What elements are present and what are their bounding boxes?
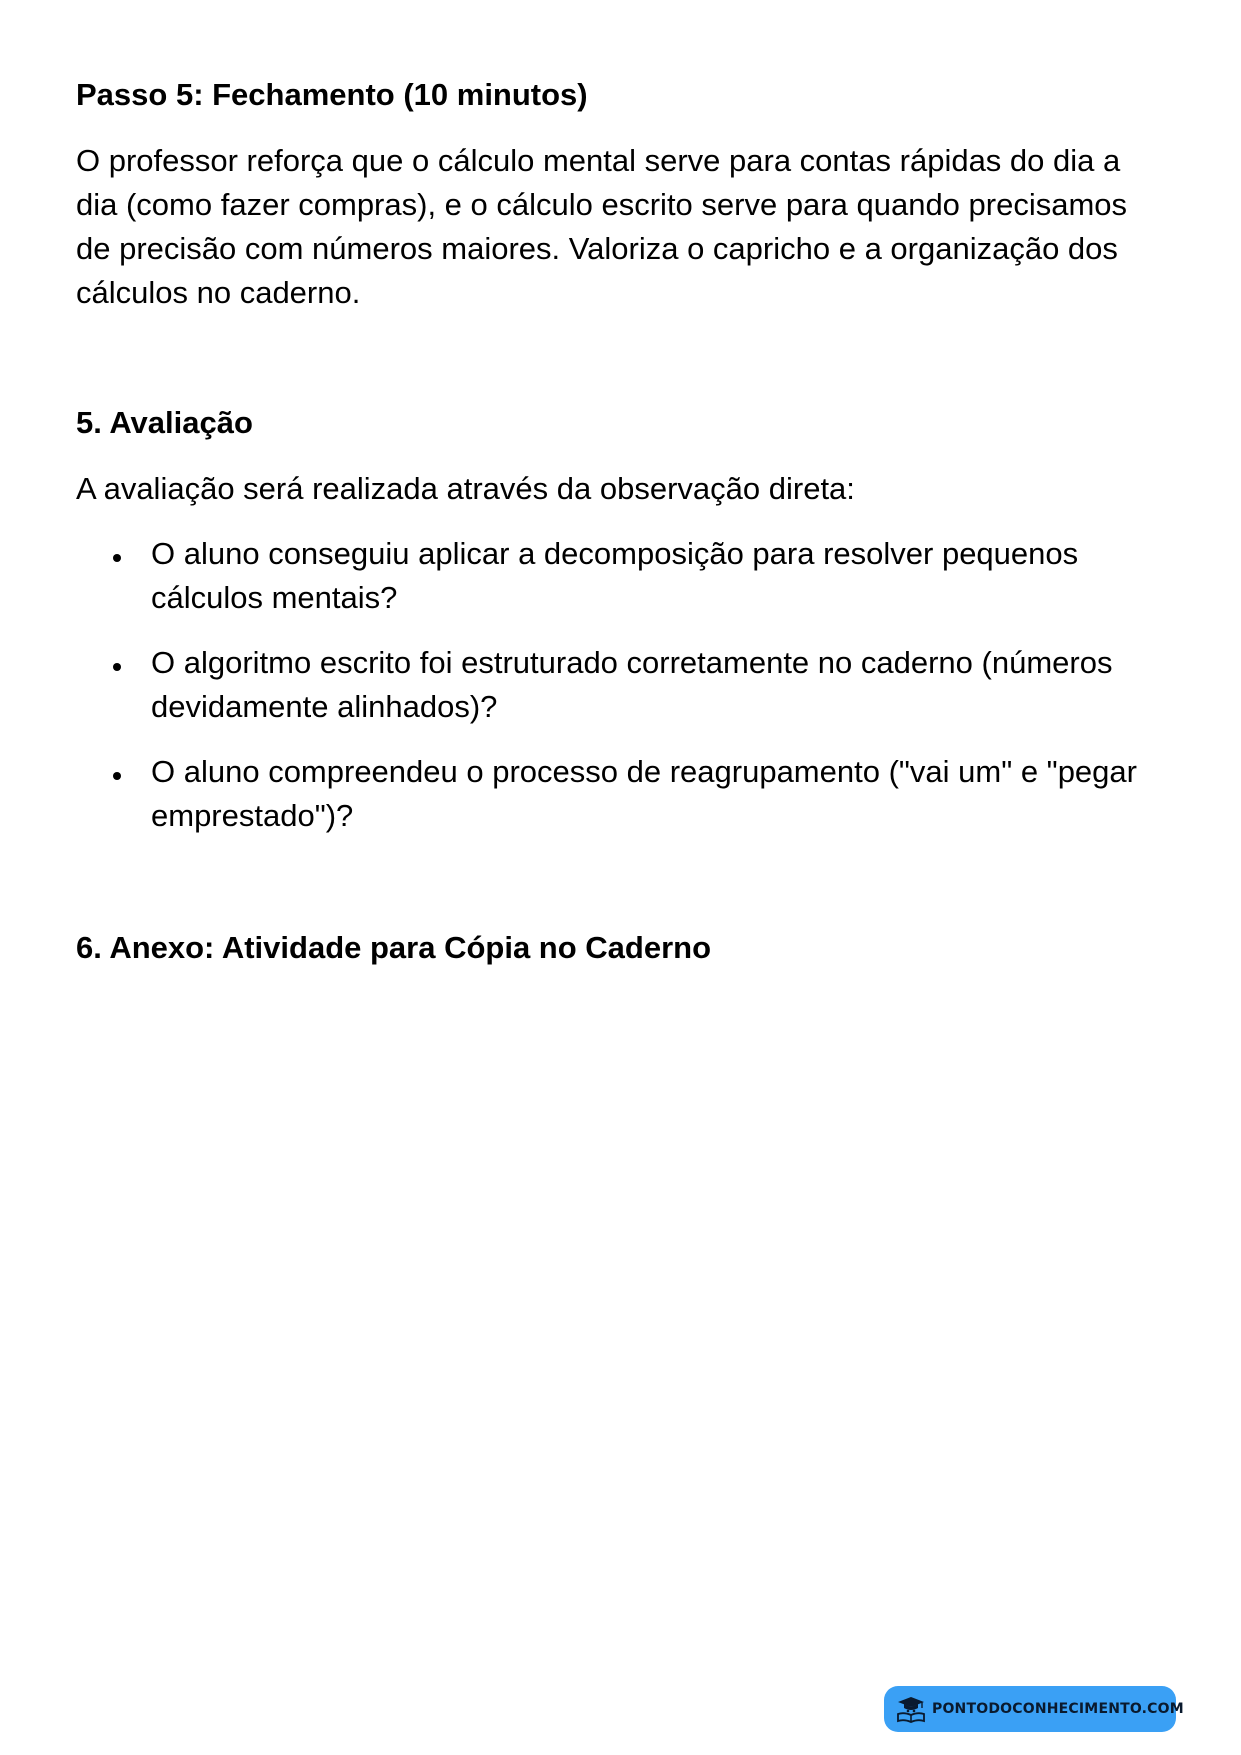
list-item-text: O aluno compreendeu o processo de reagrupamento ("vai um" e "pegar emprestado")?	[151, 754, 1137, 833]
step5-paragraph: O professor reforça que o cálculo mental serve para contas rápidas do dia a dia (como fazer compras), e o cálculo escrito serve para quando precisamos de precisão com números maiores. Valoriza o capricho e a organização dos cálculos no caderno.	[76, 143, 1128, 310]
bullet-icon	[113, 663, 121, 671]
graduation-cap-book-icon	[896, 1695, 926, 1723]
step5-heading: Passo 5: Fechamento (10 minutos)	[76, 77, 588, 112]
bullet-icon	[113, 772, 121, 780]
list-item-text: O aluno conseguiu aplicar a decomposição para resolver pequenos cálculos mentais?	[151, 536, 1079, 615]
list-item-text: O algoritmo escrito foi estruturado corretamente no caderno (números devidamente alinhados)?	[151, 645, 1113, 724]
evaluation-intro: A avaliação será realizada através da observação direta:	[76, 471, 855, 506]
site-badge-link[interactable]	[884, 1686, 1184, 1732]
evaluation-heading: 5. Avaliação	[76, 405, 253, 440]
site-label: PONTODOCONHECIMENTO.COM	[932, 1701, 1184, 1717]
annex-heading: 6. Anexo: Atividade para Cópia no Caderno	[76, 930, 712, 965]
bullet-icon	[113, 554, 121, 562]
